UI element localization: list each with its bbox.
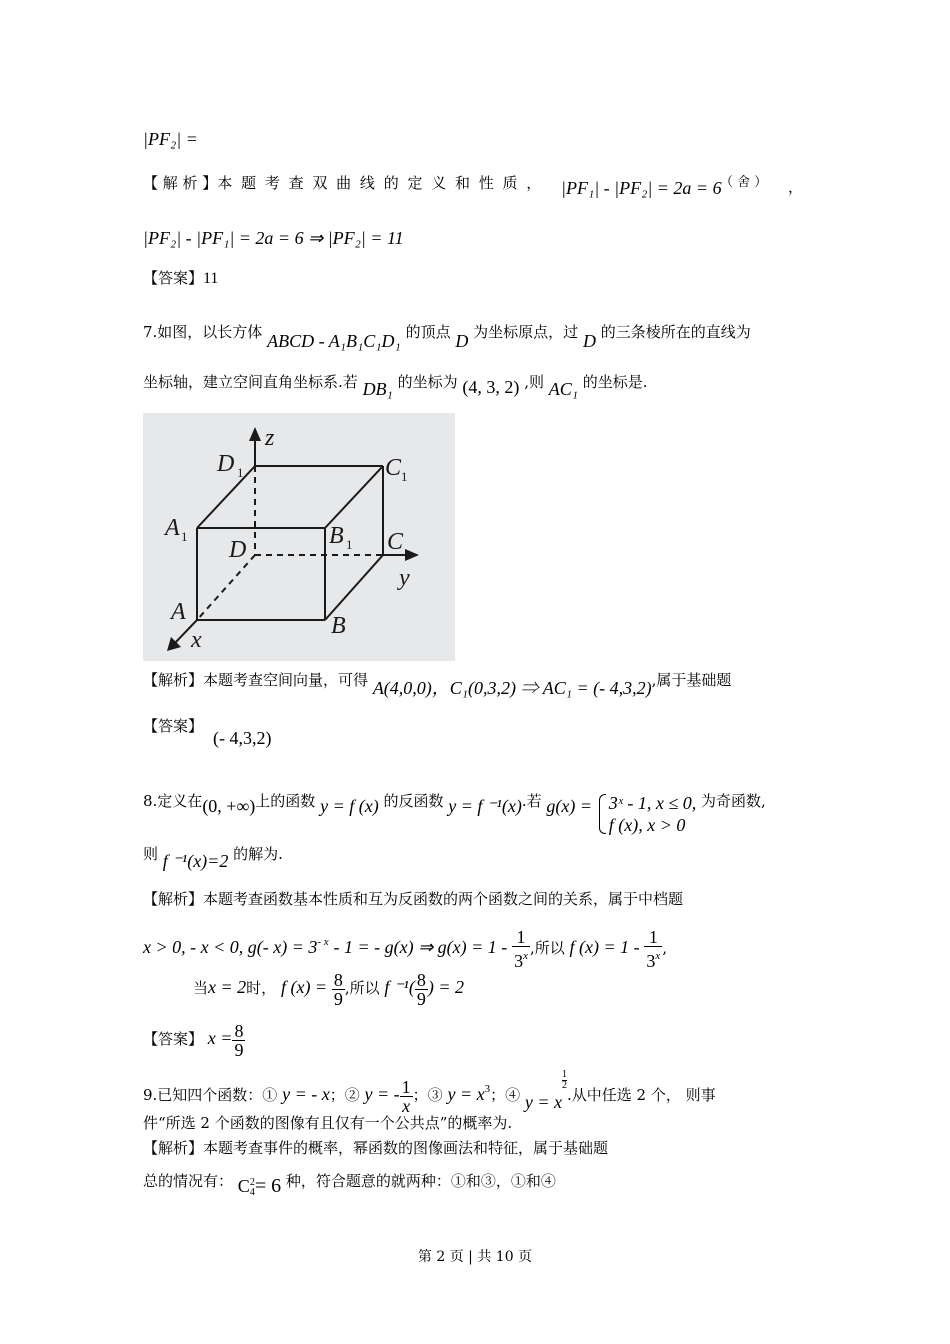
- q8-text: 则: [143, 845, 159, 863]
- vertex-label-c1: C: [385, 455, 402, 481]
- vertex-label-a: A: [171, 599, 186, 625]
- vertex-label-b: B: [331, 613, 346, 639]
- q7-analysis: [143, 668, 732, 698]
- q6-answer: [143, 267, 218, 290]
- denominator-exponent: x: [523, 950, 528, 962]
- subscript-1: 1: [181, 529, 188, 544]
- exponent-fraction: [562, 1070, 567, 1091]
- q8-formula: - 1 = - g(x) ⇒ g(x) = 1 -: [333, 937, 508, 957]
- q8-formula: x > 0, - x < 0, g(- x) = 3: [143, 937, 318, 957]
- y-arrow-icon: [405, 549, 419, 561]
- numerator: 8: [333, 969, 343, 990]
- vertex-label-c: C: [387, 529, 404, 555]
- q8-text: 的反函数: [383, 792, 444, 810]
- q7-line2: [143, 370, 648, 399]
- q7-answer: [143, 715, 272, 748]
- answer-value: (- 4,3,2): [213, 728, 272, 748]
- q8-function: y = f (x): [320, 796, 379, 816]
- q8-text: 当: [193, 979, 209, 997]
- vertex-label-d: D: [229, 537, 247, 563]
- axis-label-z: z: [265, 425, 275, 451]
- q7-vector: AC₁: [548, 379, 579, 399]
- numerator: 1: [512, 928, 530, 947]
- q9-line1: [143, 1069, 716, 1116]
- fraction: [400, 1078, 413, 1115]
- z-arrow-icon: [249, 427, 261, 441]
- cuboid-diagram: [143, 413, 455, 661]
- q9-line2: [143, 1112, 512, 1134]
- q8-formula: x = 2: [208, 977, 247, 997]
- q8-text: 为奇函数,: [701, 792, 766, 810]
- answer-label: 【答案】: [143, 717, 204, 735]
- q7-text: 的三条棱所在的直线为: [600, 323, 751, 341]
- piecewise-system: [597, 792, 696, 836]
- answer-var: x =: [207, 1028, 233, 1048]
- page-number: 第 2 页 | 共 10 页: [417, 1249, 533, 1265]
- q8-equation: f ⁻¹(x)=2: [162, 851, 229, 871]
- q8-formula: f (x) = 1 -: [569, 937, 640, 957]
- q7-coords: (4, 3, 2): [462, 377, 520, 397]
- q9-func-1: y = - x: [282, 1084, 330, 1104]
- q9-func-2: y = -: [364, 1084, 400, 1104]
- vertex-label-d1: D: [217, 451, 235, 477]
- q8-text: 8.定义在: [143, 792, 203, 810]
- axis-label-y: y: [399, 565, 410, 591]
- q9-text: 总的情况有：: [143, 1172, 234, 1190]
- q8-g-def: g(x) =: [546, 796, 592, 816]
- upper-index: 2: [249, 1176, 255, 1188]
- combination-symbol: C: [237, 1176, 250, 1196]
- q7-text: ,则: [524, 373, 544, 391]
- q8-analysis-line3: [193, 967, 464, 1008]
- q8-formula: f (x) =: [280, 977, 328, 997]
- denominator: 9: [416, 988, 426, 1009]
- vertex-label-a1: A: [165, 515, 180, 541]
- combination-value: = 6: [254, 1175, 282, 1197]
- fraction: [644, 928, 662, 970]
- analysis-tail: ,属于基础题: [651, 671, 732, 689]
- q7-analysis-formula: A(4,0,0)，C₁(0,3,2) ⇒ AC₁ = (- 4,3,2): [372, 678, 652, 698]
- vertex-label-b1: B: [329, 523, 344, 549]
- denominator: 9: [234, 1039, 244, 1060]
- q7-text: 的顶点: [405, 323, 451, 341]
- q6-expr-text: |PF₂| =: [143, 129, 198, 149]
- denominator-base: 3: [514, 951, 524, 971]
- denominator-base: 3: [646, 951, 656, 971]
- numerator: 8: [234, 1020, 244, 1041]
- q9-text: ；③: [412, 1086, 443, 1104]
- q8-text: ,所以: [344, 979, 380, 997]
- analysis-text: 本题考查函数基本性质和互为反函数的两个函数之间的关系，属于中档题: [203, 890, 684, 908]
- answer-value: 11: [203, 270, 219, 287]
- analysis-text: 本题考查空间向量，可得: [203, 671, 369, 689]
- fraction: [415, 971, 428, 1008]
- subscript-1: 1: [346, 537, 353, 552]
- q7-vector: DB₁: [362, 379, 393, 399]
- q8-answer: [143, 1018, 245, 1059]
- q9-text: 件“所选 2 个函数的图像有且仅有一个公共点”的概率为.: [143, 1114, 513, 1132]
- q6-tail: ，: [788, 178, 804, 196]
- q9-func-4: y = x: [524, 1092, 562, 1112]
- q9-text: .从中任选 2 个， 则事: [567, 1086, 716, 1104]
- q6-formula-2: |PF₂| - |PF₁| = 2a = 6 ⇒ |PF₂| = 11: [143, 228, 404, 248]
- q7-vertex: D: [582, 331, 596, 351]
- combination: [238, 1176, 281, 1196]
- q8-domain: (0, +∞): [202, 796, 256, 816]
- q9-text: 9.已知四个函数：①: [143, 1086, 278, 1104]
- q8-text: ,: [662, 939, 668, 957]
- analysis-label: 【解析】: [143, 1139, 204, 1157]
- q8-text: 时，: [246, 979, 277, 997]
- q8-formula: ) = 2: [427, 977, 464, 997]
- q9-analysis-line2: [143, 1164, 556, 1197]
- q7-text: 的坐标是.: [582, 373, 648, 391]
- q6-note: （ 舍 ）: [720, 175, 768, 190]
- q6-expression: [143, 128, 198, 151]
- denominator: 2: [562, 1080, 567, 1091]
- fraction: [512, 928, 530, 970]
- q8-inverse: y = f ⁻¹(x): [448, 796, 522, 816]
- numerator: 8: [416, 969, 426, 990]
- q7-line1: [143, 320, 751, 351]
- analysis-label: 【解析】: [143, 671, 204, 689]
- q7-vertex: D: [455, 331, 469, 351]
- q8-exponent: - x: [317, 936, 329, 948]
- denominator: 9: [333, 988, 343, 1009]
- q8-line1: [143, 780, 766, 835]
- exponent: 3: [484, 1083, 491, 1095]
- q9-func-3: y = x: [447, 1084, 485, 1104]
- answer-label: 【答案】: [143, 1030, 204, 1048]
- denominator: x: [402, 1095, 411, 1116]
- q9-text: ；②: [329, 1086, 360, 1104]
- cuboid-figure: [143, 413, 455, 661]
- denominator-exponent: x: [655, 950, 661, 962]
- analysis-label: 【 解 析 】: [143, 174, 218, 192]
- answer-label: 【答案】: [143, 269, 204, 287]
- page-footer: [0, 1246, 950, 1268]
- subscript-1: 1: [401, 469, 408, 484]
- q9-text: ；④: [490, 1086, 521, 1104]
- denominator: [512, 947, 530, 970]
- q7-text: 为坐标原点，过: [473, 323, 579, 341]
- q8-text: ,所以: [529, 939, 565, 957]
- axis-label-x: x: [191, 627, 202, 653]
- fraction: [232, 1022, 245, 1059]
- numerator: 1: [644, 928, 662, 947]
- case-2: f (x), x > 0: [608, 815, 686, 835]
- numerator: 1: [562, 1069, 567, 1080]
- q9-analysis: [143, 1137, 608, 1159]
- q8-line2: [143, 842, 283, 871]
- case-1: 3ˣ - 1, x ≤ 0,: [608, 793, 697, 813]
- q8-analysis-line2: [143, 922, 667, 970]
- analysis-text: 本题考查事件的概率，幂函数的图像画法和特征，属于基础题: [203, 1139, 609, 1157]
- analysis-text: 本 题 考 查 双 曲 线 的 定 义 和 性 质 ，: [217, 174, 544, 192]
- q6-formula: |PF₁| - |PF₂| = 2a = 6: [561, 178, 722, 198]
- q7-text: 7.如图，以长方体: [143, 323, 263, 341]
- q8-text: 上的函数: [255, 792, 316, 810]
- subscript-1: 1: [237, 465, 244, 480]
- analysis-label: 【解析】: [143, 890, 204, 908]
- fraction: [332, 971, 345, 1008]
- denominator: [644, 947, 662, 970]
- q9-text: 种，符合题意的就两种：①和③，①和④: [285, 1172, 556, 1190]
- q6-analysis-line1: [143, 172, 813, 198]
- q8-text: .若: [521, 792, 542, 810]
- q7-solid: ABCD - A₁B₁C₁D₁: [267, 331, 401, 351]
- q6-analysis-line2: [143, 227, 404, 250]
- q8-analysis: [143, 888, 683, 910]
- lower-index: 4: [249, 1186, 255, 1198]
- q8-formula: f ⁻¹(: [384, 977, 415, 997]
- q7-text: 坐标轴，建立空间直角坐标系.若: [143, 373, 358, 391]
- q8-text: 的解为.: [233, 845, 283, 863]
- numerator: 1: [401, 1076, 411, 1097]
- q7-text: 的坐标为: [397, 373, 458, 391]
